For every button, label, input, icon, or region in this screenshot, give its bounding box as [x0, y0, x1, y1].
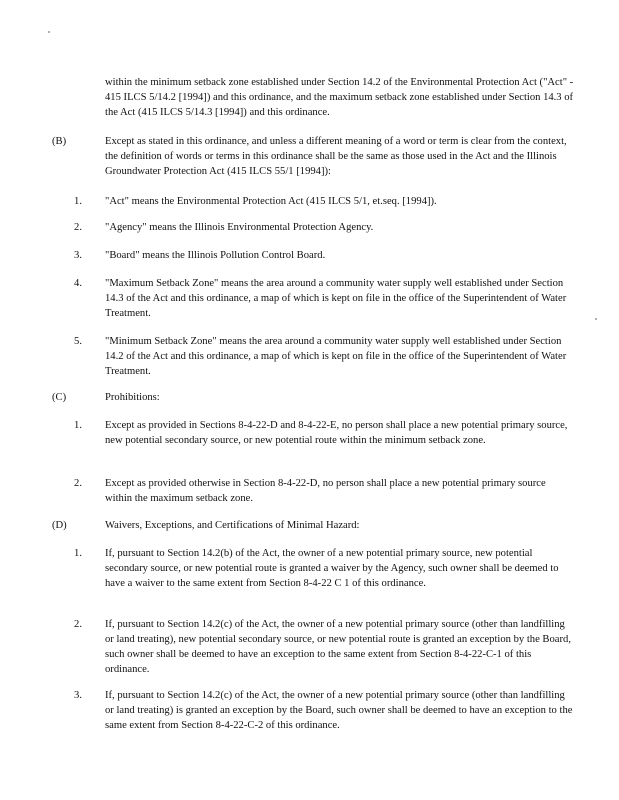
definition-number: 2.: [74, 222, 82, 233]
waiver-number: 1.: [74, 548, 82, 559]
definition-minimum-setback-zone: "Minimum Setback Zone" means the area around a community water supply well established under Section 14.2 of the Act and this ordinance, a map of which is kept on file in the office of the Superintendent of Water Treatment.: [105, 336, 567, 377]
definition-number: 3.: [74, 250, 82, 261]
section-d-label: (D): [52, 520, 67, 531]
intro-paragraph: within the minimum setback zone established under Section 14.2 of the Environmental Protection Act ("Act" - 415 ILCS 5/14.2 [1994]) and this ordinance, and the maximum setback zone established under Section 14.3 of the Act (415 ILCS 5/14.3 [1994]) and this ordinance.: [105, 77, 574, 118]
definition-board: "Board" means the Illinois Pollution Control Board.: [105, 250, 326, 261]
exception-board-secondary: If, pursuant to Section 14.2(c) of the Act, the owner of a new potential primary source (other than landfilling or land treating), new potential secondary source, or new potential route is granted an exception by the Board, such owner shall be deemed to have an exception to the same extent from Section 8-4-22-C-1 of this ordinance.: [105, 619, 571, 675]
waiver-agency: If, pursuant to Section 14.2(b) of the Act, the owner of a new potential primary source, new potential secondary source, or new potential route is granted a waiver by the Agency, such owner shall be deemed to have a waiver to the same extent from Section 8-4-22 C 1 of this ordinance.: [105, 548, 559, 589]
section-c-label: (C): [52, 392, 67, 403]
section-c-heading: Prohibitions:: [105, 392, 160, 403]
definition-maximum-setback-zone: "Maximum Setback Zone" means the area around a community water supply well established under Section 14.3 of the Act and this ordinance, a map of which is kept on file in the office of the Superintendent of Water Treatment.: [105, 278, 567, 319]
exception-board-primary: If, pursuant to Section 14.2(c) of the Act, the owner of a new potential primary source (other than landfilling or land treating) is granted an exception by the Board, such owner shall be deemed to have an exception to the same extent from Section 8-4-22-C-2 of this ordinance.: [105, 690, 573, 731]
definition-act: "Act" means the Environmental Protection Act (415 ILCS 5/1, et.seq. [1994]).: [105, 196, 437, 207]
scan-speck: [595, 318, 597, 320]
prohibition-maximum-zone: Except as provided otherwise in Section 8-4-22-D, no person shall place a new potential primary source within the maximum setback zone.: [105, 478, 546, 504]
definition-number: 5.: [74, 336, 82, 347]
exception-number: 3.: [74, 690, 82, 701]
section-b-label: (B): [52, 136, 67, 147]
scan-speck: [48, 31, 50, 33]
prohibition-number: 1.: [74, 420, 82, 431]
prohibition-number: 2.: [74, 478, 82, 489]
prohibition-minimum-zone: Except as provided in Sections 8-4-22-D and 8-4-22-E, no person shall place a new potential primary source, new potential secondary source, or new potential route within the minimum setback zone.: [105, 420, 568, 446]
section-d-heading: Waivers, Exceptions, and Certifications of Minimal Hazard:: [105, 520, 360, 531]
definition-number: 1.: [74, 196, 82, 207]
exception-number: 2.: [74, 619, 82, 630]
section-b-text: Except as stated in this ordinance, and unless a different meaning of a word or term is clear from the context, the definition of words or terms in this ordinance shall be the same as those used in the Act and the Illinois Groundwater Protection Act (415 ILCS 55/1 [1994]):: [105, 136, 567, 177]
definition-agency: "Agency" means the Illinois Environmental Protection Agency.: [105, 222, 374, 233]
definition-number: 4.: [74, 278, 82, 289]
